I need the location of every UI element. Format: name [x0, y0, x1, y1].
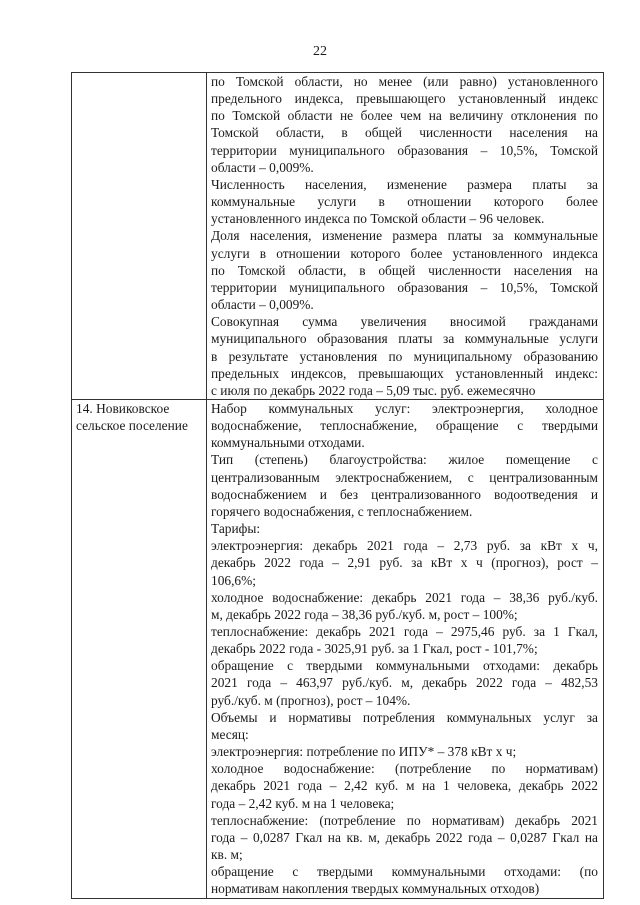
text-line: водоснабжением и без централизованного водоотведения и	[211, 486, 598, 502]
municipality-name-line: сельское поселение	[76, 418, 188, 434]
text-line: 2021 года – 463,97 руб./куб. м, декабрь 2022 года – 482,53	[211, 675, 598, 691]
text-line: декабрь 2022 года – 2,91 руб. за кВт х ч (прогноз), рост –	[211, 555, 598, 571]
text-line: горячего водоснабжения, с теплоснабжением.	[211, 503, 473, 519]
text-line: холодное водоснабжение: декабрь 2021 года – 38,36 руб./куб.	[211, 589, 598, 605]
description-cell	[207, 399, 604, 898]
text-line: установленного индекса по Томской области – 96 человек.	[211, 211, 545, 227]
table-row	[72, 399, 604, 898]
text-line: 106,6%;	[211, 572, 257, 588]
page-number: 22	[313, 44, 327, 59]
text-line: водоснабжение, теплоснабжение, обращение с твердыми	[211, 418, 598, 434]
table-row	[72, 73, 604, 400]
text-line: обращение с твердыми коммунальными отходами: декабрь	[211, 658, 598, 674]
text-line: года – 0,0287 Гкал на кв. м, декабрь 2022 года – 0,0287 Гкал на	[211, 829, 598, 845]
text-line: коммунальные услуги в отношении которого более	[211, 194, 598, 210]
text-line: Тип (степень) благоустройства: жилое помещение с	[211, 452, 598, 468]
text-line: года – 2,42 куб. м на 1 человека;	[211, 795, 395, 811]
text-line: области – 0,009%.	[211, 159, 314, 175]
tariff-table	[71, 72, 604, 899]
text-line: по Томской области, но менее (или равно) установленного	[211, 74, 598, 89]
text-line: месяц:	[211, 726, 249, 742]
text-line: теплоснабжение: (потребление по нормативам) декабрь 2021	[211, 812, 598, 828]
text-line: услуги в отношении которого более установленного индекса	[211, 245, 598, 261]
text-line: муниципального образования платы за коммунальные услуги	[211, 331, 598, 347]
text-line: электроэнергия: потребление по ИПУ* – 378 кВт х ч;	[211, 744, 517, 760]
text-line: Томской области, в общей численности населения на	[211, 125, 598, 141]
description-text	[211, 73, 598, 399]
text-line: по Томской области, в общей численности населения на	[211, 262, 598, 278]
municipality-cell	[72, 399, 207, 898]
text-line: Численность населения, изменение размера платы за	[211, 176, 598, 192]
text-line: теплоснабжение: декабрь 2021 года – 2975,46 руб. за 1 Гкал,	[211, 624, 598, 639]
text-line: нормативам накопления твердых коммунальных отходов)	[211, 881, 540, 897]
text-line: Набор коммунальных услуг: электроэнергия, холодное	[211, 400, 598, 416]
description-text	[211, 400, 598, 898]
text-line: декабрь 2022 года - 3025,91 руб. за 1 Гкал, рост - 101,7%;	[211, 641, 538, 657]
text-line: м, декабрь 2022 года – 38,36 руб./куб. м, рост – 100%;	[211, 606, 518, 622]
text-line: с июля по декабрь 2022 года – 5,09 тыс. руб. ежемесячно	[211, 382, 536, 398]
text-line: области – 0,009%.	[211, 297, 314, 313]
text-line: предельного индекса, превышающего установленный индекс	[211, 91, 598, 107]
text-line: холодное водоснабжение: (потребление по нормативам)	[211, 761, 598, 777]
text-line: кв. м;	[211, 847, 243, 863]
text-line: Совокупная сумма увеличения вносимой гражданами	[211, 314, 598, 330]
text-line: Доля населения, изменение размера платы за коммунальные	[211, 228, 598, 244]
text-line: руб./куб. м (прогноз), рост – 104%.	[211, 692, 411, 708]
text-line: обращение с твердыми коммунальными отходами: (по	[211, 864, 598, 880]
text-line: территории муниципального образования – 10,5%, Томской	[211, 142, 598, 158]
municipality-name-line: 14. Новиковское	[76, 400, 170, 416]
text-line: Объемы и нормативы потребления коммунальных услуг за	[211, 709, 598, 725]
text-line: электроэнергия: декабрь 2021 года – 2,73 руб. за кВт х ч,	[211, 538, 598, 554]
text-line: централизованным электроснабжением, с централизованным	[211, 469, 598, 485]
municipality-cell	[72, 73, 207, 400]
text-line: территории муниципального образования – 10,5%, Томской	[211, 279, 598, 295]
text-line: предельных индексов, превышающих установленный индекс:	[211, 365, 598, 381]
text-line: Тарифы:	[211, 521, 261, 537]
text-line: декабрь 2021 года – 2,42 куб. м на 1 человека, декабрь 2022	[211, 778, 598, 794]
description-cell	[207, 73, 604, 400]
text-line: по Томской области не более чем на величину отклонения по	[211, 108, 598, 124]
text-line: в результате установления по муниципальному образованию	[211, 348, 598, 364]
text-line: коммунальными отходами.	[211, 435, 365, 451]
